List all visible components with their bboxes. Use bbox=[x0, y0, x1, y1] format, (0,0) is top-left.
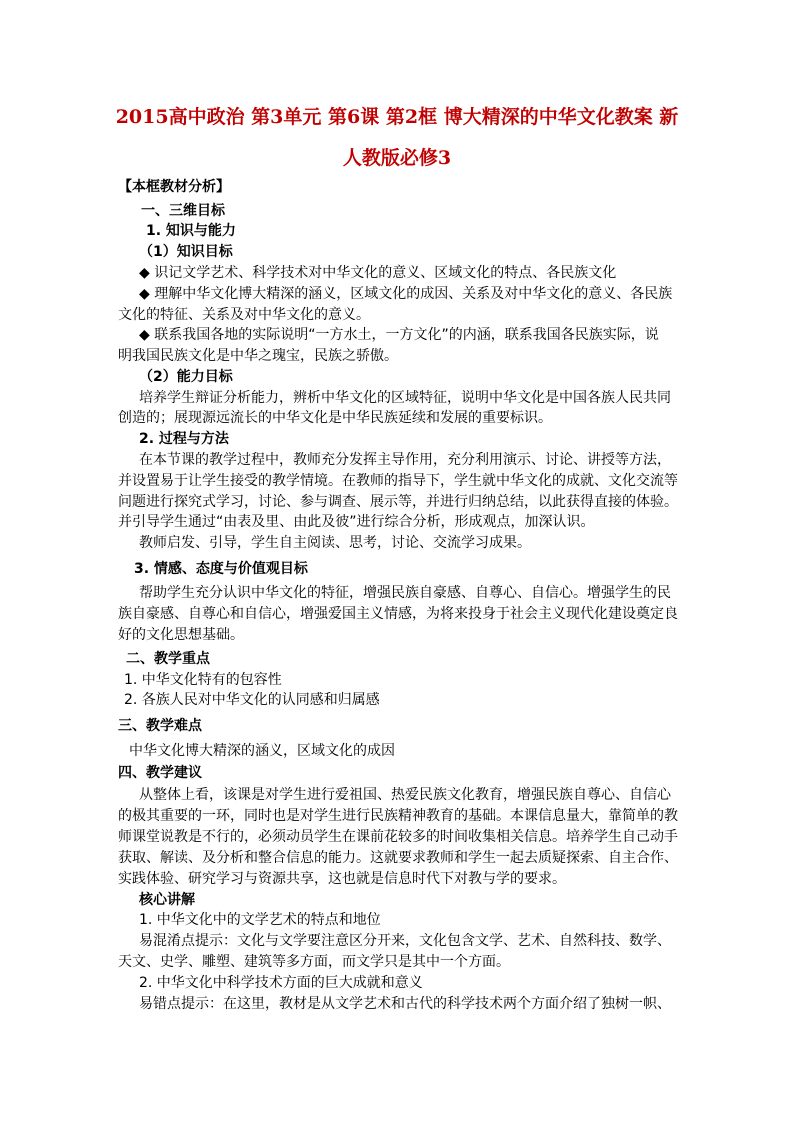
paragraph-line: 从整体上看，该课是对学生进行爱祖国、热爱民族文化教育，增强民族自尊心、自信心 bbox=[139, 787, 671, 803]
paragraph-line: 并设置易于让学生接受的教学情境。在教师的指导下，学生就中华文化的成就、文化交流等 bbox=[118, 473, 678, 489]
paragraph-line: 获取、解读、及分析和整合信息的能力。这就要求教师和学生一起去质疑探索、自主合作、 bbox=[118, 850, 678, 866]
paragraph-line: 在本节课的教学过程中，教师充分发挥主导作用，充分利用演示、讨论、讲授等方法， bbox=[139, 452, 671, 468]
list-item: 1. 中华文化特有的包容性 bbox=[124, 672, 282, 688]
paragraph-line: 天文、史学、雕塑、建筑等多方面，而文学只是其中一个方面。 bbox=[118, 954, 510, 970]
list-item: 2. 中华文化中科学技术方面的巨大成就和意义 bbox=[139, 975, 423, 991]
heading-key-points: 二、教学重点 bbox=[126, 651, 210, 667]
subheading-ability-goal: （2）能力目标 bbox=[139, 369, 233, 385]
heading-objectives: 一、三维目标 bbox=[141, 203, 225, 219]
paragraph-line: 帮助学生充分认识中华文化的特征，增强民族自豪感、自尊心、自信心。增强学生的民 bbox=[139, 585, 671, 601]
heading-suggestions: 四、教学建议 bbox=[118, 765, 202, 781]
paragraph-line: 并引导学生通过“由表及里、由此及彼”进行综合分析，形成观点，加深认识。 bbox=[118, 514, 595, 530]
bullet-line: ◆ 识记文学艺术、科学技术对中华文化的意义、区域文化的特点、各民族文化 bbox=[139, 265, 617, 281]
section-heading-analysis: 【本框教材分析】 bbox=[118, 179, 230, 195]
paragraph-line: 教师启发、引导，学生自主阅读、思考，讨论、交流学习成果。 bbox=[139, 535, 531, 551]
paragraph-line: 创造的；展现源远流长的中华文化是中华民族延续和发展的重要标识。 bbox=[118, 410, 552, 426]
document-title-line-1: 2015高中政治 第3单元 第6课 第2框 博大精深的中华文化教案 新 bbox=[115, 106, 679, 128]
document-title-line-2: 人教版必修3 bbox=[342, 147, 452, 169]
hint-line: 易错点提示：在这里，教材是从文学艺术和古代的科学技术两个方面介绍了独树一帜、 bbox=[139, 996, 671, 1012]
paragraph-line: 实践体验、研究学习与资源共享，这也就是信息时代下对教与学的要求。 bbox=[118, 871, 566, 887]
list-item: 1. 中华文化中的文学艺术的特点和地位 bbox=[139, 912, 381, 928]
paragraph-line: 好的文化思想基础。 bbox=[118, 627, 244, 643]
paragraph-line: 族自豪感、自尊心和自信心，增强爱国主义情感，为将来投身于社会主义现代化建设奠定良 bbox=[118, 606, 678, 622]
subheading-knowledge-ability: 1. 知识与能力 bbox=[146, 223, 236, 239]
paragraph-line: 培养学生辩证分析能力，辨析中华文化的区域特征，说明中华文化是中国各族人民共同 bbox=[139, 390, 671, 406]
subheading-emotion-goal: 3. 情感、态度与价值观目标 bbox=[134, 561, 308, 577]
paragraph-line: 的极其重要的一环，同时也是对学生进行民族精神教育的基础。本课信息量大，靠简单的教 bbox=[118, 808, 678, 824]
paragraph-line: 问题进行探究式学习，讨论、参与调查、展示等，并进行归纳总结，以此获得直接的体验。 bbox=[118, 494, 678, 510]
bullet-line: ◆ 理解中华文化博大精深的涵义，区域文化的成因、关系及对中华文化的意义、各民族 bbox=[139, 286, 673, 302]
bullet-line: ◆ 联系我国各地的实际说明“一方水土，一方文化”的内涵，联系我国各民族实际，说 bbox=[139, 327, 659, 343]
paragraph-line: 师课堂说教是不行的，必须动员学生在课前花较多的时间收集相关信息。培养学生自己动手 bbox=[118, 829, 678, 845]
paragraph-line: 文化的特征、关系及对中华文化的意义。 bbox=[118, 307, 370, 323]
list-item: 2. 各族人民对中华文化的认同感和归属感 bbox=[124, 692, 380, 708]
subheading-core-explanation: 核心讲解 bbox=[139, 892, 195, 908]
heading-difficulties: 三、教学难点 bbox=[118, 718, 202, 734]
paragraph-line: 中华文化博大精深的涵义，区域文化的成因 bbox=[129, 743, 395, 759]
subheading-knowledge-goal: （1）知识目标 bbox=[139, 244, 233, 260]
hint-line: 易混淆点提示：文化与文学要注意区分开来，文化包含文学、艺术、自然科技、数学、 bbox=[139, 933, 671, 949]
subheading-process-method: 2. 过程与方法 bbox=[139, 431, 229, 447]
paragraph-line: 明我国民族文化是中华之瑰宝，民族之骄傲。 bbox=[118, 348, 398, 364]
